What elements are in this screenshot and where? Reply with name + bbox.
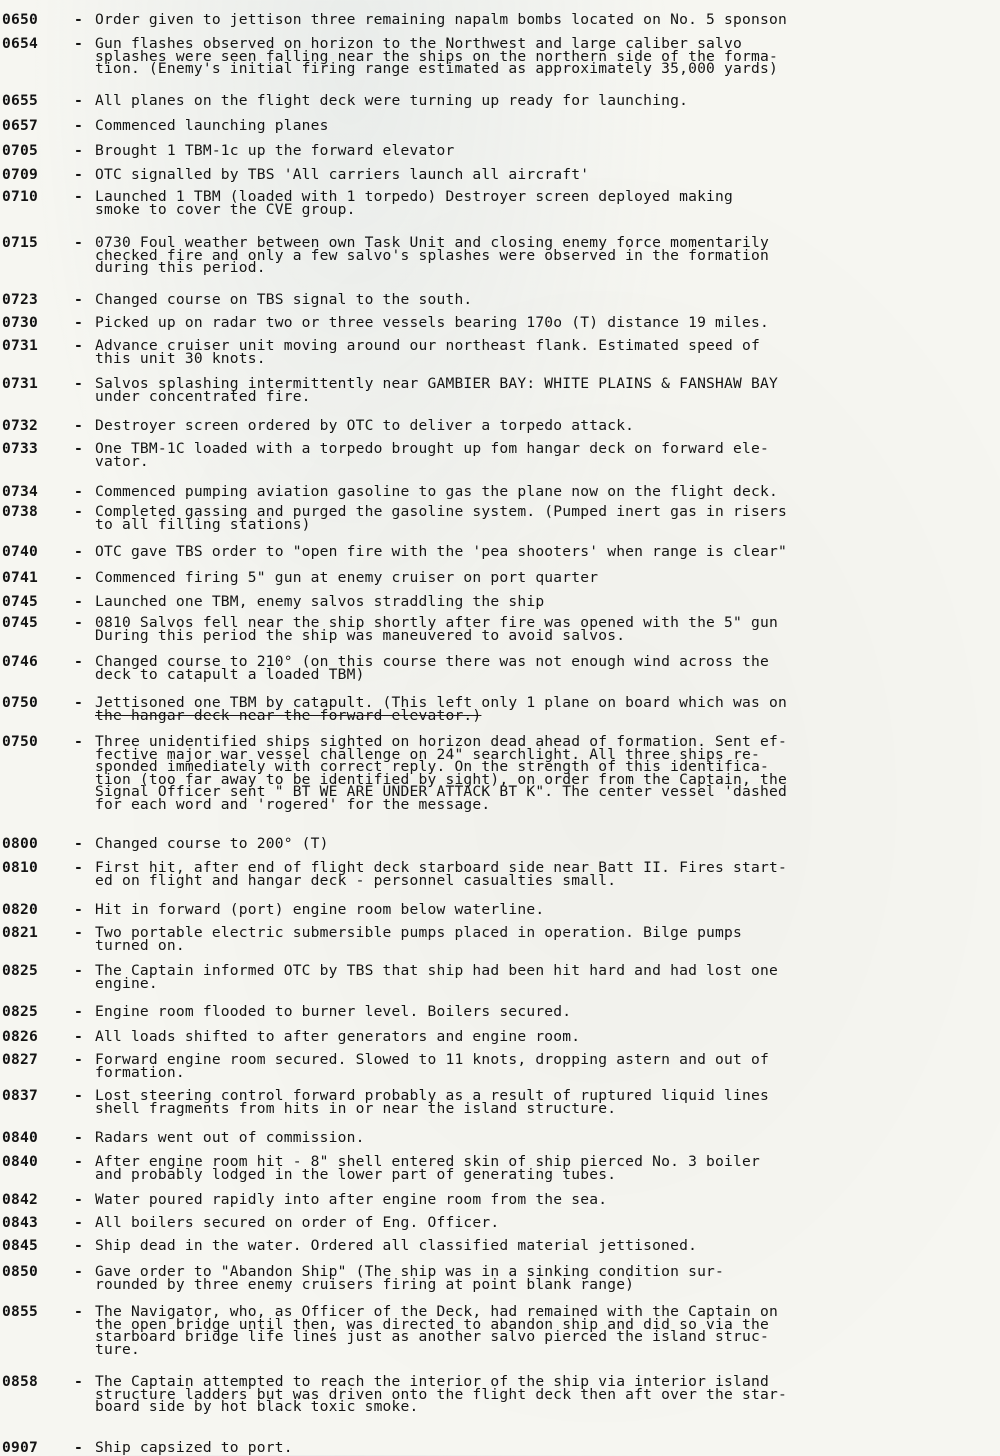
entry-text-line: Order given to jettison three remaining napalm bombs located on No. 5 sponson (95, 11, 787, 28)
entry-text (95, 1439, 995, 1456)
entry-text-line: tion (too far away to be identified by sight), on order from the Captain, the (95, 770, 787, 788)
entry-text-line: ed on flight and hangar deck - personnel casualties small. (95, 871, 617, 889)
entry-text-line: First hit, after end of flight deck starboard side near Batt II. Fires start- (95, 859, 787, 876)
entry-separator: - (74, 440, 83, 457)
entry-text (95, 1129, 995, 1146)
entry-text-line: sponded immediately with correct reply. On the strength of this identifica- (95, 758, 769, 775)
entry-text-line: the open bridge until then, was directed to abandon ship and did so via the (95, 1315, 769, 1333)
entry-time: 0850 (2, 1263, 38, 1280)
entry-text-line: During this period the ship was maneuvered to avoid salvos. (95, 626, 626, 644)
entry-text-line: Picked up on radar two or three vessels bearing 170o (T) distance 19 miles. (95, 314, 769, 331)
entry-text-line: rounded by three enemy cruisers firing at point blank range) (95, 1275, 635, 1293)
entry-text-line: Forward engine room secured. Slowed to 11 knots, dropping astern and out of (95, 1051, 769, 1068)
entry-text-line: Launched one TBM, enemy salvos straddling the ship (95, 593, 545, 610)
entry-time: 0840 (2, 1129, 38, 1146)
entry-text-line: Lost steering control forward probably as a result of ruptured liquid lines (95, 1087, 769, 1104)
entry-time: 0738 (2, 503, 38, 520)
entry-text-line: Brought 1 TBM-1c up the forward elevator (95, 142, 455, 159)
entry-time: 0655 (2, 92, 38, 109)
entry-time: 0907 (2, 1439, 38, 1456)
entry-time: 0837 (2, 1087, 38, 1104)
entry-separator: - (74, 35, 83, 52)
entry-time: 0709 (2, 166, 38, 183)
entry-text-line: Commenced firing 5" gun at enemy cruiser on port quarter (95, 569, 599, 586)
entry-separator: - (74, 543, 83, 560)
entry-text-line: and probably lodged in the lower part of generating tubes. (95, 1165, 617, 1183)
entry-text-line: After engine room hit - 8" shell entered skin of ship pierced No. 3 boiler (95, 1153, 760, 1170)
entry-text (95, 733, 995, 813)
entry-time: 0745 (2, 593, 38, 610)
entry-time: 0657 (2, 117, 38, 134)
entry-text (95, 417, 995, 434)
entry-text (95, 440, 995, 470)
entry-text-line: under concentrated fire. (95, 387, 311, 405)
entry-separator: - (74, 92, 83, 109)
entry-text (95, 166, 995, 183)
entry-separator: - (74, 859, 83, 876)
entry-text-line: Commenced launching planes (95, 117, 329, 134)
entry-text (95, 483, 995, 500)
entry-time: 0750 (2, 733, 38, 750)
entry-text (95, 859, 995, 889)
entry-text-line: for each word and 'rogered' for the message. (95, 795, 491, 813)
entry-text (95, 1028, 995, 1045)
entry-text (95, 543, 995, 560)
entry-time: 0654 (2, 35, 38, 52)
entry-text (95, 901, 995, 918)
entry-text (95, 291, 995, 308)
entry-text-line: The Captain informed OTC by TBS that ship had been hit hard and had lost one (95, 962, 778, 979)
entry-text-line: The Navigator, who, as Officer of the Deck, had remained with the Captain on (95, 1303, 778, 1320)
entry-text (95, 653, 995, 683)
entry-separator: - (74, 593, 83, 610)
entry-separator: - (74, 11, 83, 28)
entry-text-line: One TBM-1C loaded with a torpedo brought up fom hangar deck on forward ele- (95, 440, 769, 457)
entry-separator: - (74, 733, 83, 750)
entry-time: 0800 (2, 835, 38, 852)
entry-text (95, 1191, 995, 1208)
entry-text-line: Launched 1 TBM (loaded with 1 torpedo) Destroyer screen deployed making (95, 188, 734, 205)
entry-time: 0730 (2, 314, 38, 331)
entry-text-line: ture. (95, 1340, 140, 1358)
entry-text-line: Ship capsized to port. (95, 1439, 293, 1456)
entry-text-line: Destroyer screen ordered by OTC to deliver a torpedo attack. (95, 417, 635, 434)
entry-text (95, 142, 995, 159)
entry-text (95, 614, 995, 644)
entry-time: 0825 (2, 1003, 38, 1020)
entry-time: 0710 (2, 188, 38, 205)
entry-time: 0734 (2, 483, 38, 500)
entry-text-line: Two portable electric submersible pumps placed in operation. Bilge pumps (95, 924, 743, 941)
entry-text (95, 694, 995, 724)
entry-text (95, 314, 995, 331)
entry-separator: - (74, 117, 83, 134)
entry-time: 0826 (2, 1028, 38, 1045)
entry-text-line: splashes were seen falling near the ships on the northern side of the forma- (95, 47, 778, 65)
entry-separator: - (74, 1153, 83, 1170)
entry-separator: - (74, 1303, 83, 1320)
entry-time: 0750 (2, 694, 38, 711)
entry-separator: - (74, 1087, 83, 1104)
entry-text-line: tion. (Enemy's initial firing range estimated as approximately 35,000 yards) (95, 60, 778, 77)
entry-text-line: All planes on the flight deck were turning up ready for launching. (95, 92, 689, 109)
entry-time: 0845 (2, 1237, 38, 1254)
entry-time: 0731 (2, 375, 38, 392)
entry-time: 0840 (2, 1153, 38, 1170)
entry-separator: - (74, 291, 83, 308)
entry-time: 0746 (2, 653, 38, 670)
entry-text-line: structure ladders but was driven onto the flight deck then aft over the star- (95, 1385, 787, 1403)
entry-text (95, 924, 995, 954)
entry-time: 0740 (2, 543, 38, 560)
entry-text (95, 234, 995, 276)
entry-time: 0843 (2, 1214, 38, 1231)
entry-text (95, 503, 995, 533)
entry-separator: - (74, 653, 83, 670)
entry-text-line: during this period. (95, 259, 266, 276)
entry-text-line: starboard bridge life lines just as another salvo pierced the island struc- (95, 1328, 769, 1345)
entry-text (95, 593, 995, 610)
entry-time: 0715 (2, 234, 38, 251)
entry-time: 0733 (2, 440, 38, 457)
entry-separator: - (74, 503, 83, 520)
entry-text (95, 1003, 995, 1020)
entry-text (95, 337, 995, 367)
entry-time: 0731 (2, 337, 38, 354)
entry-separator: - (74, 314, 83, 331)
entry-separator: - (74, 1191, 83, 1208)
entry-text-line: Water poured rapidly into after engine room from the sea. (95, 1191, 608, 1208)
entry-separator: - (74, 234, 83, 251)
entry-separator: - (74, 1003, 83, 1020)
entry-text-line: Signal Officer sent " BT WE ARE UNDER ATTACK BT K". The center vessel 'dashed (95, 783, 787, 800)
entry-text-line: All loads shifted to after generators and engine room. (95, 1028, 581, 1045)
entry-text (95, 35, 995, 77)
entry-text-line: The Captain attempted to reach the interior of the ship via interior island (95, 1373, 769, 1390)
entry-separator: - (74, 142, 83, 159)
entry-time: 0820 (2, 901, 38, 918)
entry-text-line: shell fragments from hits in or near the island structure. (95, 1099, 617, 1117)
entry-time: 0827 (2, 1051, 38, 1068)
entry-text-line: Hit in forward (port) engine room below waterline. (95, 901, 545, 918)
entry-separator: - (74, 1263, 83, 1280)
entry-text-line: this unit 30 knots. (95, 349, 266, 367)
entry-text (95, 117, 995, 134)
entry-text-line: smoke to cover the CVE group. (95, 200, 356, 218)
entry-time: 0745 (2, 614, 38, 631)
entry-time: 0723 (2, 291, 38, 308)
entry-text (95, 1237, 995, 1254)
entry-text-line: Gave order to "Abandon Ship" (The ship was in a sinking condition sur- (95, 1263, 725, 1280)
entry-separator: - (74, 901, 83, 918)
entry-text-line: formation. (95, 1063, 185, 1081)
entry-separator: - (74, 417, 83, 434)
entry-text-line: Completed gassing and purged the gasoline system. (Pumped inert gas in risers (95, 503, 787, 520)
entry-separator: - (74, 1214, 83, 1231)
entry-separator: - (74, 375, 83, 392)
entry-text-line: Ship dead in the water. Ordered all classified material jettisoned. (95, 1237, 698, 1254)
entry-text-line: Three unidentified ships sighted on horizon dead ahead of formation. Sent ef- (95, 733, 787, 750)
entry-time: 0855 (2, 1303, 38, 1320)
entry-text (95, 1303, 995, 1358)
entry-text-line: Salvos splashing intermittently near GAMBIER BAY: WHITE PLAINS & FANSHAW BAY (95, 375, 778, 392)
entry-separator: - (74, 835, 83, 852)
entry-separator: - (74, 569, 83, 586)
entry-separator: - (74, 1129, 83, 1146)
entry-text-line: Engine room flooded to burner level. Boilers secured. (95, 1003, 572, 1020)
entry-time: 0858 (2, 1373, 38, 1390)
entry-text-line: board side by hot black toxic smoke. (95, 1398, 419, 1415)
entry-text-line: All boilers secured on order of Eng. Officer. (95, 1214, 500, 1231)
entry-separator: - (74, 924, 83, 941)
entry-separator: - (74, 483, 83, 500)
entry-time: 0741 (2, 569, 38, 586)
entry-text-line: Changed course on TBS signal to the south. (95, 291, 473, 308)
entry-separator: - (74, 1373, 83, 1390)
entry-text-line: 0730 Foul weather between own Task Unit and closing enemy force momentarily (95, 234, 769, 251)
entry-text-line: fective major war vessel challenge on 24" searchlight. All three ships re- (95, 745, 760, 763)
entry-text-line: Changed course to 200° (T) (95, 835, 329, 852)
entry-time: 0705 (2, 142, 38, 159)
entry-text-line: deck to catapult a loaded TBM) (95, 665, 365, 683)
entry-text-line: Changed course to 210° (on this course there was not enough wind across the (95, 653, 769, 670)
entry-text (95, 1263, 995, 1293)
entry-text-line: turned on. (95, 936, 185, 954)
entry-time: 0821 (2, 924, 38, 941)
entry-text (95, 1051, 995, 1081)
entry-text-line: to all filling stations) (95, 515, 311, 533)
entry-text-line: OTC gave TBS order to "open fire with the 'pea shooters' when range is clear" (95, 543, 787, 560)
entry-separator: - (74, 614, 83, 631)
entry-time: 0650 (2, 11, 38, 28)
entry-text (95, 962, 995, 992)
entry-time: 0810 (2, 859, 38, 876)
entry-separator: - (74, 1051, 83, 1068)
entry-text (95, 92, 995, 109)
entry-separator: - (74, 1028, 83, 1045)
entry-text (95, 375, 995, 405)
entry-time: 0732 (2, 417, 38, 434)
entry-separator: - (74, 1237, 83, 1254)
entry-text-line: Advance cruiser unit moving around our northeast flank. Estimated speed of (95, 337, 760, 354)
entry-text-line: Commenced pumping aviation gasoline to gas the plane now on the flight deck. (95, 483, 778, 500)
entry-text-line: OTC signalled by TBS 'All carriers launch all aircraft' (95, 166, 590, 183)
entry-text (95, 11, 995, 28)
entry-text (95, 1373, 995, 1415)
entry-separator: - (74, 1439, 83, 1456)
entry-separator: - (74, 962, 83, 979)
entry-text (95, 1153, 995, 1183)
entry-text-line: vator. (95, 452, 149, 470)
entry-separator: - (74, 694, 83, 711)
entry-text (95, 1087, 995, 1117)
entry-text-line: checked fire and only a few salvo's splashes were observed in the formation (95, 246, 769, 264)
entry-separator: - (74, 188, 83, 205)
entry-time: 0842 (2, 1191, 38, 1208)
entry-text (95, 188, 995, 218)
entry-text (95, 569, 995, 586)
entry-separator: - (74, 166, 83, 183)
entry-separator: - (74, 337, 83, 354)
entry-text-line: 0810 Salvos fell near the ship shortly after fire was opened with the 5" gun (95, 614, 778, 631)
entry-text-line: Gun flashes observed on horizon to the Northwest and large caliber salvo (95, 35, 743, 52)
entry-text (95, 1214, 995, 1231)
entry-text-line: the hangar deck near the forward elevator.) (95, 706, 482, 724)
entry-text (95, 835, 995, 852)
entry-text-line: Jettisoned one TBM by catapult. (This left only 1 plane on board which was on (95, 694, 787, 711)
entry-text-line: engine. (95, 974, 158, 992)
entry-text-line: Radars went out of commission. (95, 1129, 365, 1146)
entry-time: 0825 (2, 962, 38, 979)
